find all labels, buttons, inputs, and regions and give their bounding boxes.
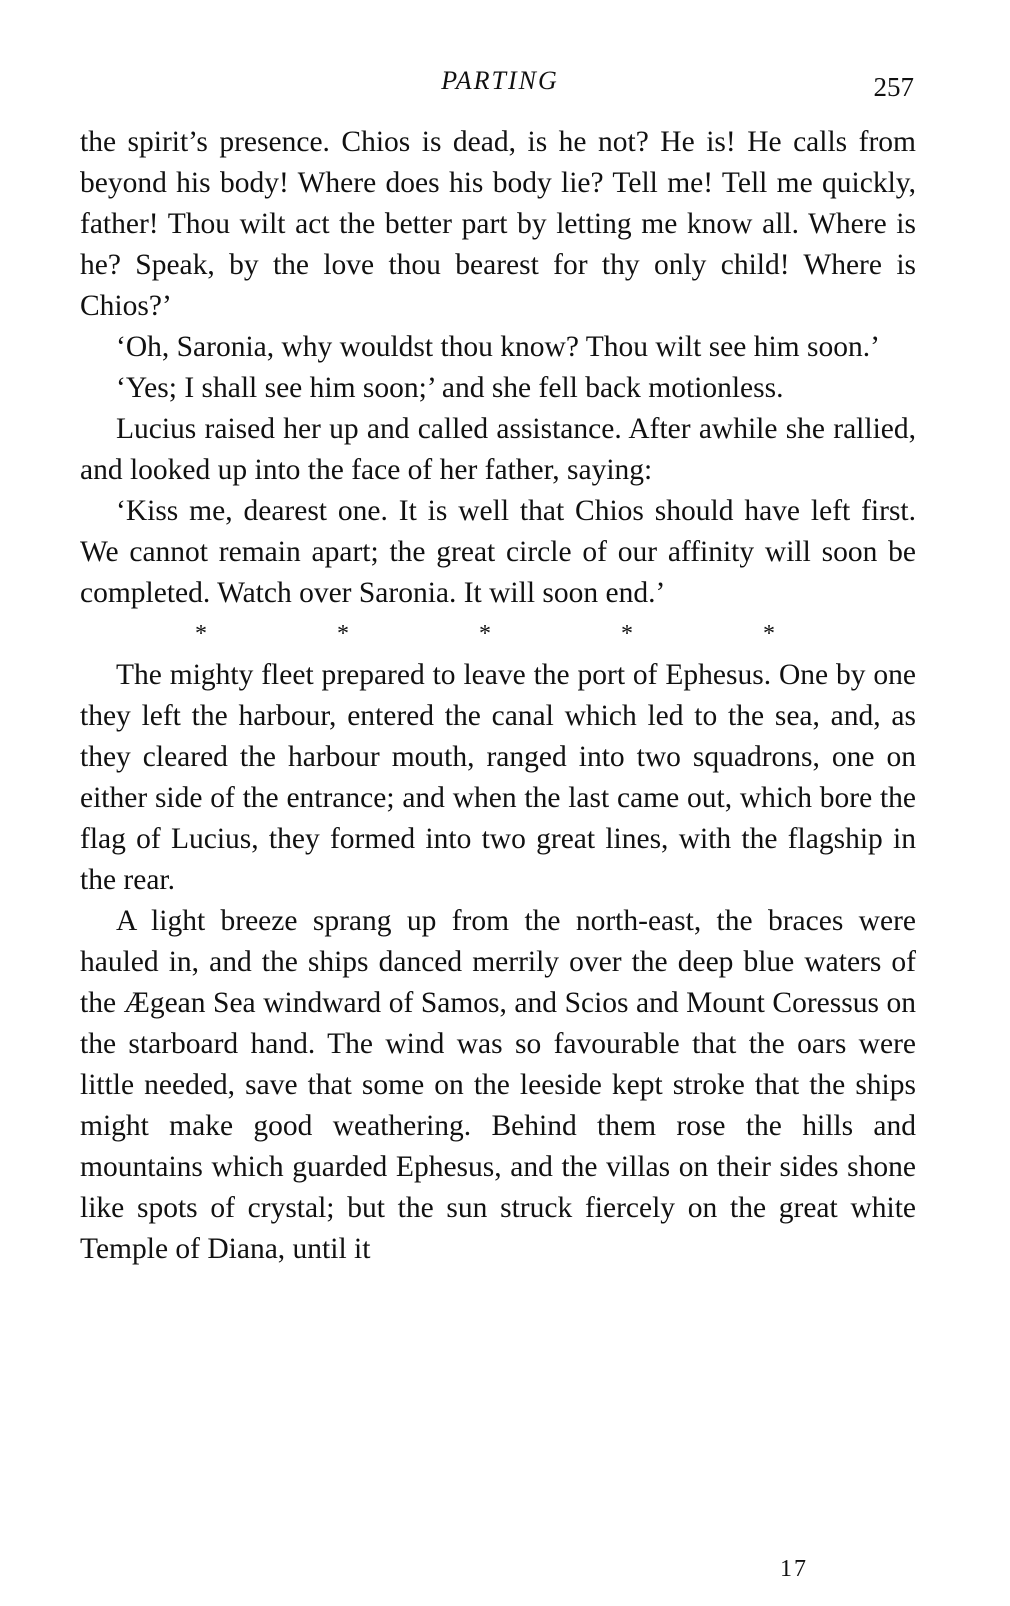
asterisk: *	[337, 621, 349, 647]
running-head	[0, 62, 1010, 102]
section-break	[195, 614, 775, 655]
asterisk: *	[195, 621, 207, 647]
paragraph: Lucius raised her up and called assistance. After awhile she rallied, and looked up into the face of her father, saying:	[80, 413, 916, 486]
paragraph: ‘Kiss me, dearest one. It is well that Chios should have left first. We cannot remain apart; the great circle of our affinity will soon be completed. Watch over Saronia. It will soon end.’	[80, 495, 916, 609]
asterisk: *	[479, 621, 491, 647]
paragraph: the spirit’s presence. Chios is dead, is he not? He is! He calls from beyond his body! Where does his body lie? Tell me! Tell me quickly, father! Thou wilt act the better part by letting me know all. Where is he? Speak, by the love thou bearest for thy only child! Where is Chios?’	[80, 126, 916, 322]
paragraph: ‘Yes; I shall see him soon;’ and she fell back motionless.	[116, 372, 784, 404]
page-number: 257	[873, 72, 914, 102]
paragraph: ‘Oh, Saronia, why wouldst thou know? Thou wilt see him soon.’	[116, 331, 880, 363]
paragraph: The mighty fleet prepared to leave the port of Ephesus. One by one they left the harbour, entered the canal which led to the sea, and, as they cleared the harbour mouth, ranged into two squadrons, one on either side of the entrance; and when the last came out, which bore the flag of Lucius, they formed into two great lines, with the flagship in the rear.	[80, 659, 916, 896]
running-title: PARTING	[441, 66, 559, 95]
asterisk: *	[621, 621, 633, 647]
body-text	[80, 122, 916, 1270]
asterisk: *	[763, 621, 775, 647]
signature-mark: 17	[780, 1556, 808, 1582]
paragraph: A light breeze sprang up from the north-east, the braces were hauled in, and the ships danced merrily over the deep blue waters of the Ægean Sea windward of Samos, and Scios and Mount Coressus on the starboard hand. The wind was so favourable that the oars were little needed, save that some on the leeside kept stroke that the ships might make good weathering. Behind them rose the hills and mountains which guarded Ephesus, and the villas on their sides shone like spots of crystal; but the sun struck fiercely on the great white Temple of Diana, until it	[80, 905, 916, 1265]
